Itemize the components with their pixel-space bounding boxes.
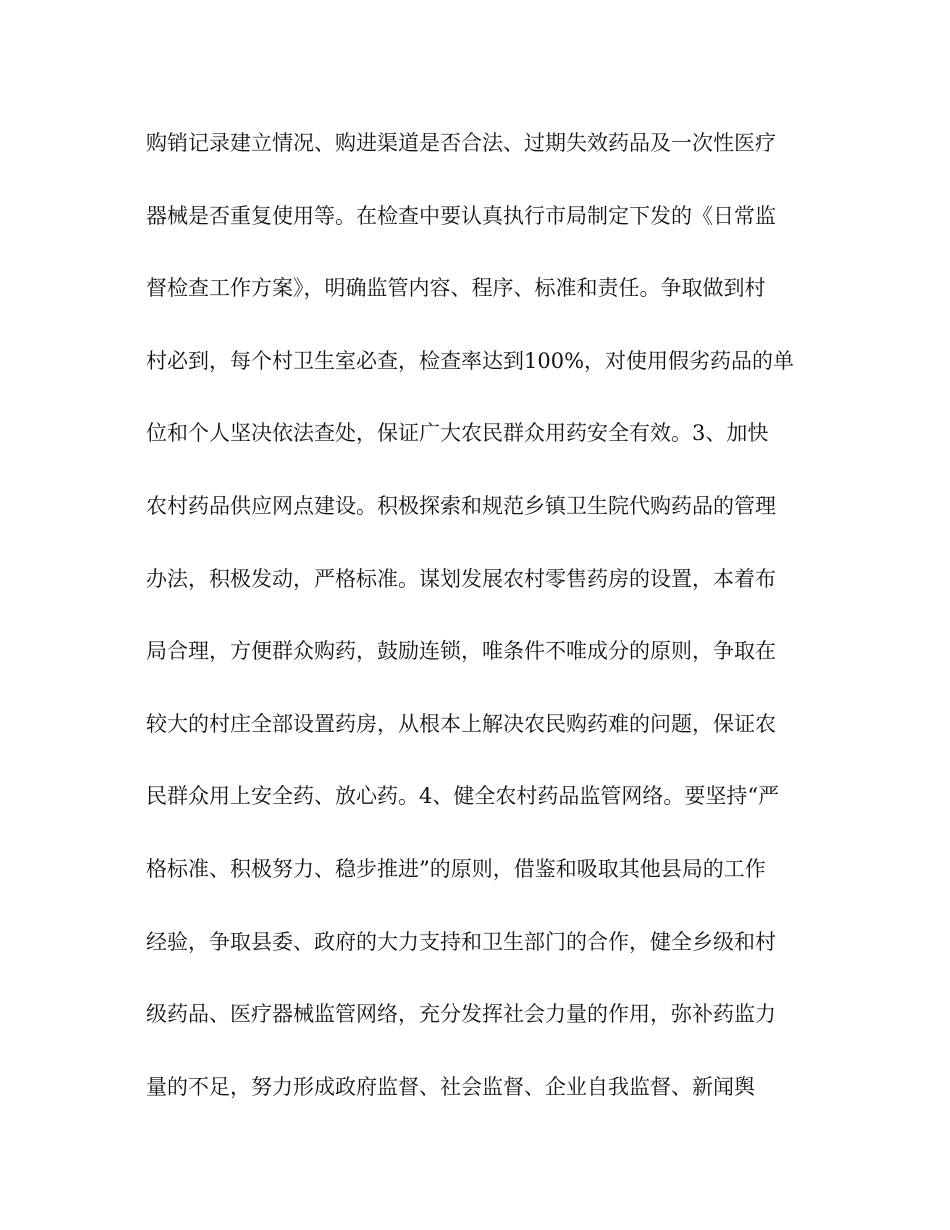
- text-line: 民群众用上安全药、放心药。4、健全农村药品监管网络。要坚持“严: [146, 784, 780, 809]
- text-line: 格标准、积极努力、稳步推进”的原则，借鉴和吸取其他县局的工作: [146, 856, 766, 881]
- text-line: 经验，争取县委、政府的大力支持和卫生部门的合作，健全乡级和村: [146, 929, 776, 954]
- text-line: 督检查工作方案》，明确监管内容、程序、标准和责任。争取做到村: [146, 276, 766, 301]
- text-line: 村必到，每个村卫生室必查，检查率达到100%，对使用假劣药品的单: [146, 348, 795, 373]
- text-line: 办法，积极发动，严格标准。谋划发展农村零售药房的设置，本着布: [146, 566, 776, 591]
- text-line: 农村药品供应网点建设。积极探索和规范乡镇卫生院代购药品的管理: [146, 493, 776, 518]
- text-line: 较大的村庄全部设置药房，从根本上解决农民购药难的问题，保证农: [146, 711, 776, 736]
- text-line: 级药品、医疗器械监管网络，充分发挥社会力量的作用，弥补药监力: [146, 1002, 776, 1027]
- text-line: 器械是否重复使用等。在检查中要认真执行市局制定下发的《日常监: [146, 203, 776, 228]
- text-line: 量的不足，努力形成政府监督、社会监督、企业自我监督、新闻舆: [146, 1074, 755, 1099]
- text-line: 位和个人坚决依法查处，保证广大农民群众用药安全有效。3、加快: [146, 421, 769, 446]
- text-line: 局合理，方便群众购药，鼓励连锁，唯条件不唯成分的原则，争取在: [146, 639, 776, 664]
- body-text: [146, 122, 826, 1138]
- text-line: 购销记录建立情况、购进渠道是否合法、过期失效药品及一次性医疗: [146, 131, 776, 155]
